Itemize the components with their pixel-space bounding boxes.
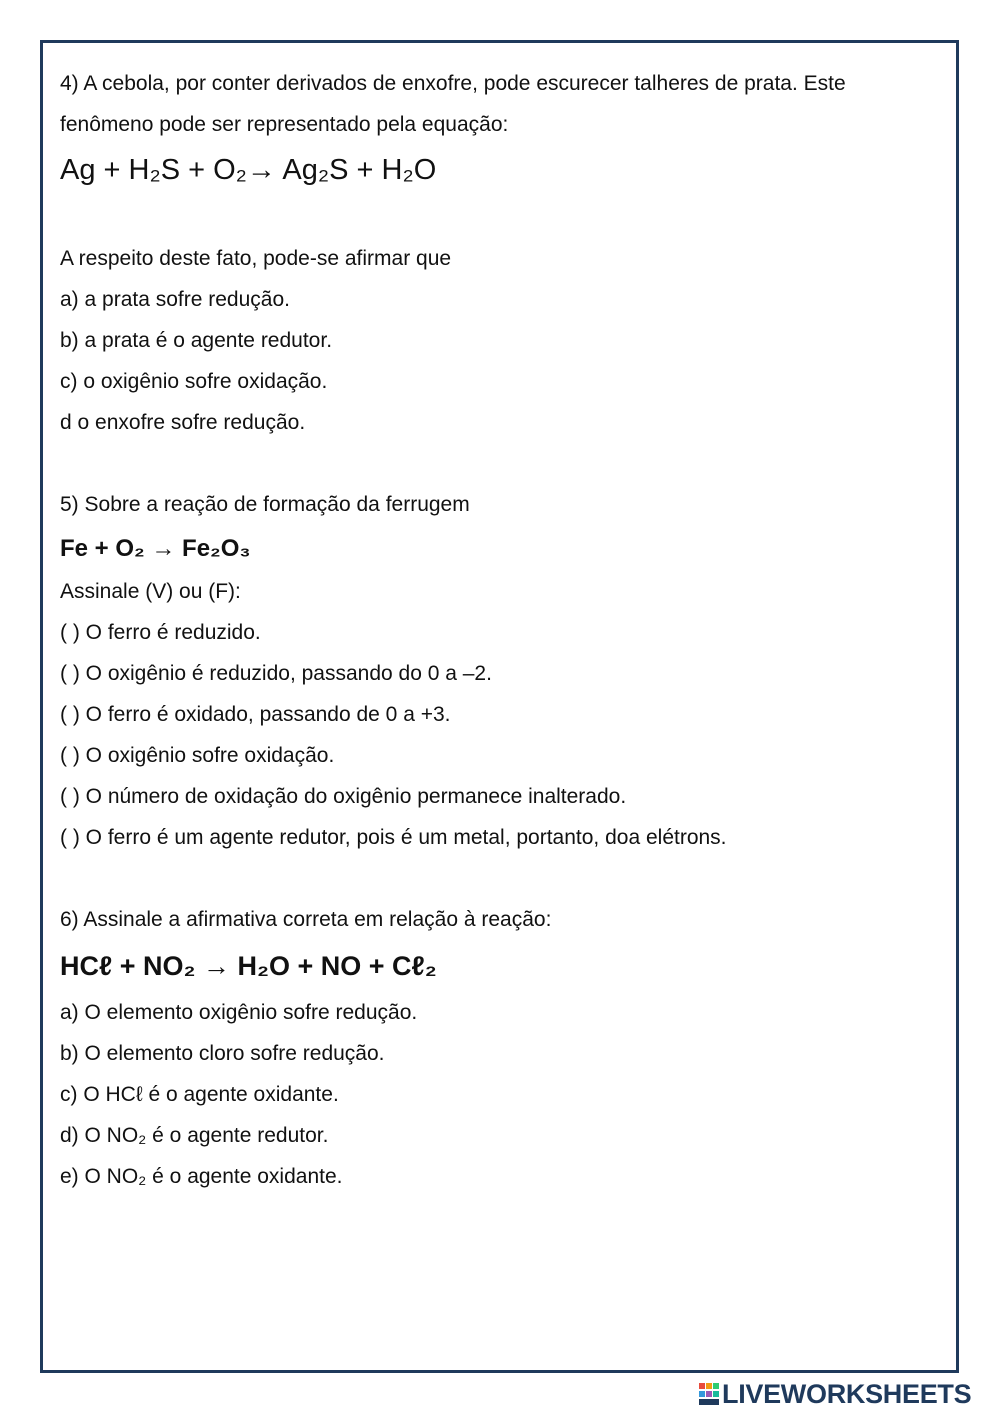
q4-equation: Ag + H₂S + O₂→ Ag₂S + H₂O [60, 154, 437, 186]
q4-option-b: b) a prata é o agente redutor. [60, 329, 333, 352]
q6-option-d: d) O NO₂ é o agente redutor. [60, 1124, 329, 1147]
q4-prompt: A respeito deste fato, pode-se afirmar que [60, 247, 452, 270]
q5-item-4[interactable]: ( ) O oxigênio sofre oxidação. [60, 744, 335, 767]
q5-item-3[interactable]: ( ) O ferro é oxidado, passando de 0 a +3. [60, 703, 451, 726]
q4-option-c: c) o oxigênio sofre oxidação. [60, 370, 328, 393]
brand-text: LIVEWORKSHEETS [722, 1378, 972, 1409]
q5-stem: 5) Sobre a reação de formação da ferrugem [60, 493, 470, 516]
q4-stem-line1: 4) A cebola, por conter derivados de enxofre, pode escurecer talheres de prata. Este [60, 72, 846, 95]
q5-equation: Fe + O₂ → Fe₂O₃ [60, 535, 251, 562]
liveworksheets-logo-icon [699, 1383, 719, 1405]
q6-option-a: a) O elemento oxigênio sofre redução. [60, 1001, 418, 1024]
q4-option-d: d o enxofre sofre redução. [60, 411, 306, 434]
q4-option-a: a) a prata sofre redução. [60, 288, 290, 311]
q5-item-6[interactable]: ( ) O ferro é um agente redutor, pois é um metal, portanto, doa elétrons. [60, 826, 727, 849]
q6-option-b: b) O elemento cloro sofre redução. [60, 1042, 385, 1065]
liveworksheets-brand[interactable] [699, 1378, 972, 1409]
q6-option-e: e) O NO₂ é o agente oxidante. [60, 1165, 343, 1188]
q6-option-c: c) O HCℓ é o agente oxidante. [60, 1083, 339, 1106]
q5-instruction: Assinale (V) ou (F): [60, 580, 241, 603]
q5-item-5[interactable]: ( ) O número de oxidação do oxigênio permanece inalterado. [60, 785, 627, 808]
q6-stem: 6) Assinale a afirmativa correta em relação à reação: [60, 908, 552, 931]
q4-stem-line2: fenômeno pode ser representado pela equação: [60, 113, 509, 136]
q5-item-2[interactable]: ( ) O oxigênio é reduzido, passando do 0 a –2. [60, 662, 492, 685]
q6-equation: HCℓ + NO₂ → H₂O + NO + Cℓ₂ [60, 951, 437, 981]
q5-item-1[interactable]: ( ) O ferro é reduzido. [60, 621, 261, 644]
